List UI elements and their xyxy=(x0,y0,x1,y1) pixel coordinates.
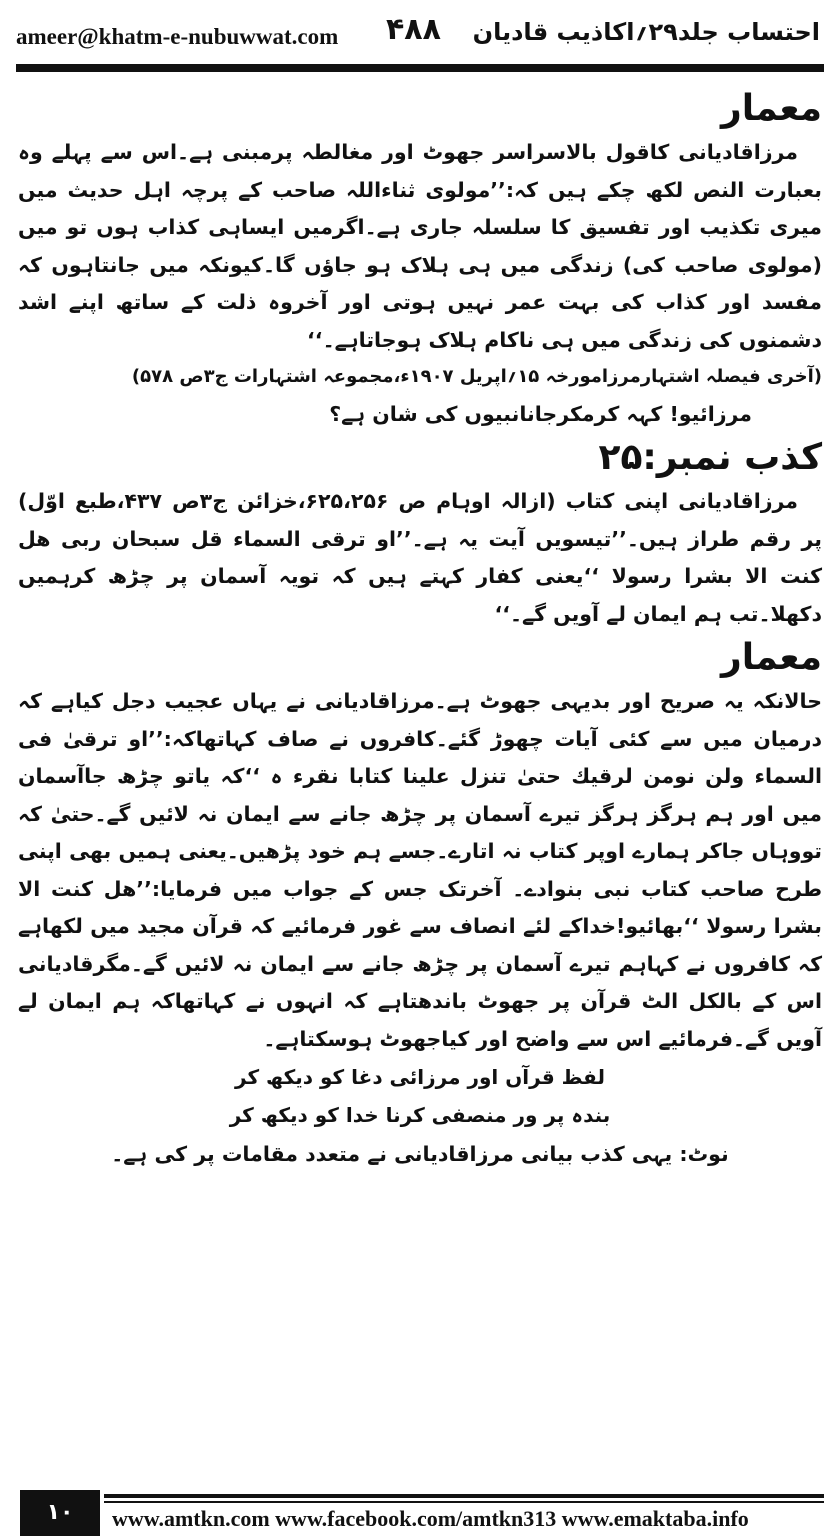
reference-citation: (آخری فیصلہ اشتہارمرزامورخہ ۱۵؍اپریل ۱۹۰۷ء،مجموعہ اشتہارات ج۳ص ۵۷۸) xyxy=(131,366,822,387)
header-email: ameer@khatm-e-nubuwwat.com xyxy=(16,24,339,49)
couplet-line: بندہ پر ور منصفی کرنا خدا کو دیکھ کر xyxy=(229,1103,611,1127)
header-rule xyxy=(16,64,824,72)
section-heading: معمار xyxy=(721,637,822,678)
header-page-number: ۴۸۸ xyxy=(386,12,441,47)
paragraph-text: مرزاقادیانی اپنی کتاب (ازالہ اوہام ص ۶۲۵،۲۵۶،خزائن ج۳ص ۴۳۷،طبع اوّل) پر رقم طراز ہیں۔’’تیسویں آیت یہ ہے۔’’او ترقی السماء قل سبحان ربی ھل کنت الا بشرا رسولا ‘‘یعنی کفار کہتے ہیں کہ تویہ آسمان پر چڑھ کرہمیں دکھلا۔تب ہم ایمان لے آویں گے۔‘‘ xyxy=(18,489,822,626)
note-line: نوٹ: یہی کذب بیانی مرزاقادیانی نے متعدد مقامات پر کی ہے۔ xyxy=(111,1142,729,1166)
paragraph-text: حالانکہ یہ صریح اور بدیہی جھوٹ ہے۔مرزاقادیانی نے یہاں عجیب دجل کیاہے کہ درمیان میں سے کئی آیات چھوڑ گئے۔کافروں نے صاف کہاتھاکہ:’’او ترقیٰ فی السماء ولن نومن لرقیك حتیٰ تنزل علینا کتابا نقرء ہ ‘‘کہ یاتو چڑھ جاآسمان میں اور ہم ہرگز ہرگز تیرے آسمان پر چڑھ جانے سے ایمان نہ لائیں گے۔حتیٰ کہ تووہاں جاکر ہمارے اوپر کتاب نہ اتارے۔جسے ہم خود پڑھیں۔یعنی ہمیں بھی اپنی طرح صاحب کتاب نبی بنوادے۔ آخرتک جس کے جواب میں فرمایا:’’ھل کنت الا بشرا رسولا ‘‘بھائیو!خداکے لئے انصاف سے غور فرمائیے کہ قرآن مجید میں لکھاہے کہ کافروں نے کہاہم تیرے آسمان پر چڑھ جانے سے ایمان نہ لائیں گے۔مگرقادیانی اس کے بالکل الٹ قرآن پر جھوٹ باندھتاہے کہ انہوں نے کہاتھاکہ ہم ایمان لے آویں گے۔فرمائیے اس سے واضح اور کیاجھوٹ ہوسکتاہے۔ xyxy=(18,689,822,1051)
couplet-line: لفظ قرآں اور مرزائی دغا کو دیکھ کر xyxy=(235,1065,605,1089)
section-heading: کذب نمبر:۲۵ xyxy=(598,437,822,478)
paragraph-text: مرزاقادیانی کاقول بالاسراسر جھوٹ اور مغالطہ پرمبنی ہے۔اس سے پہلے وہ بعبارت النص لکھ چکے ہیں کہ:’’مولوی ثناءاللہ صاحب کے پرچہ اہل حدیث میں میری تکذیب اور تفسیق کا سلسلہ جاری ہے۔اگرمیں ایساہی کذاب ہوں تو میں (مولوی صاحب کی) زندگی میں ہی ہلاک ہو جاؤں گا۔کیونکہ میں جانتاہوں کہ مفسد اور کذاب کی بہت عمر نہیں ہوتی اور آخروہ ذلت کے ساتھ اپنے اشد دشمنوں کی زندگی میں ہی ناکام ہلاک ہوجاتاہے۔‘‘ xyxy=(18,140,822,352)
section-heading: معمار xyxy=(721,88,822,129)
page-header xyxy=(16,6,824,64)
paragraph xyxy=(18,683,822,1058)
short-line: مرزائیو! کہہ کرمکرجانانبیوں کی شان ہے؟ xyxy=(329,402,752,426)
paragraph xyxy=(18,483,822,633)
paragraph xyxy=(18,134,822,359)
footer-rule xyxy=(104,1494,824,1498)
page-body xyxy=(18,84,822,1174)
header-book-title: احتساب جلد۲۹؍اکاذیب قادیان xyxy=(472,18,820,46)
footer-links: www.amtkn.com www.facebook.com/amtkn313 www.emaktaba.info xyxy=(112,1506,749,1531)
footer-rule-thin xyxy=(104,1501,824,1503)
footer-page-box: ۱۰ xyxy=(20,1490,100,1536)
